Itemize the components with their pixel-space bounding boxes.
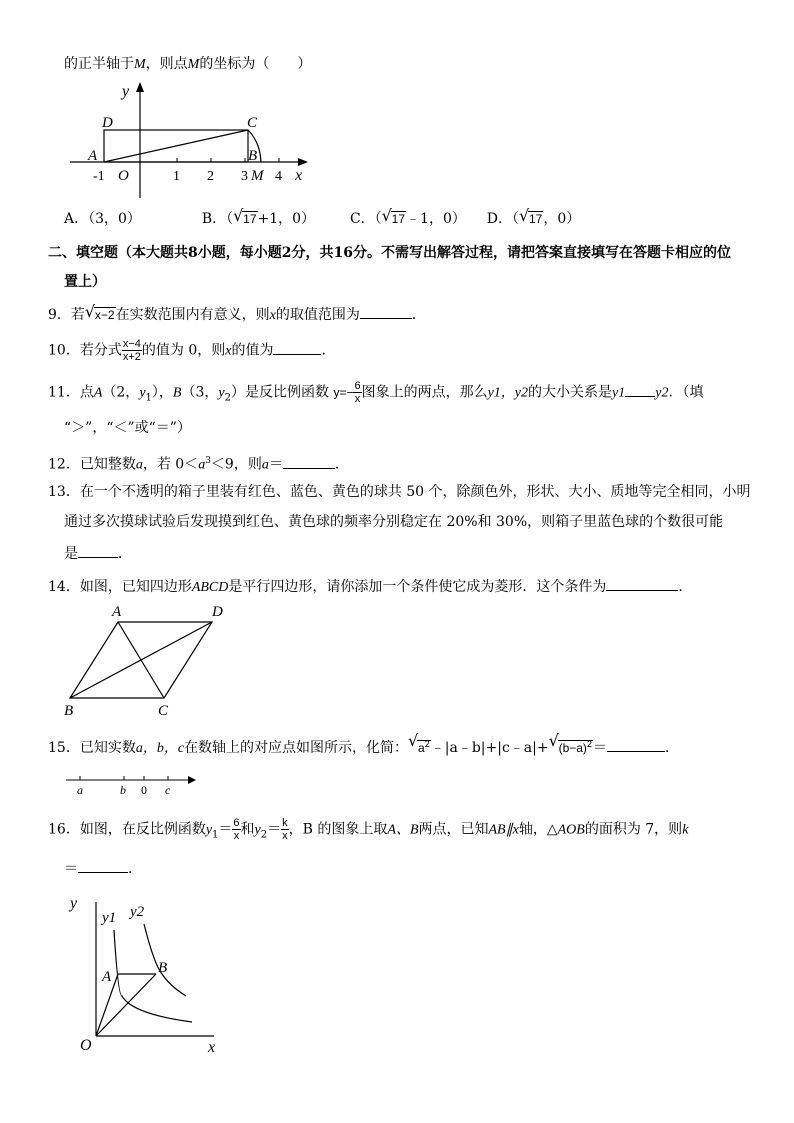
answer-blank-13[interactable]	[78, 543, 118, 558]
x-axis-arrow	[298, 158, 308, 166]
diagonal-bd	[70, 622, 212, 698]
label-y1: y1	[102, 910, 117, 926]
question-12: 12．已知整数a，若 $0<a^3<9$，则a＝ ．	[48, 451, 349, 476]
vertex-a: A	[112, 604, 122, 620]
point-a: a	[77, 783, 83, 797]
option-a[interactable]: A．（3，0）	[64, 211, 141, 227]
question-9: 9．若 √ x−2在实数范围内有意义，则x的取值范围为 ．	[48, 302, 426, 323]
vertex-d: D	[212, 604, 223, 620]
answer-blank-11[interactable]	[625, 382, 655, 397]
tick-neg1: -1	[93, 169, 105, 184]
parallelogram-figure	[60, 600, 240, 720]
label-a: A	[102, 969, 112, 985]
answer-blank-15[interactable]	[607, 737, 665, 752]
question-11-cont: “＞”，“＜”或“＝”）	[64, 420, 191, 436]
label-b: B	[248, 148, 258, 164]
label-x: x	[295, 167, 303, 184]
label-y: y	[122, 83, 130, 100]
question-11: 11．点A（2，$y_1$），B（3，$y_2$）是反比例函数 y=− $\frac{6}{x}$ 图象上的两点，那么y1，y2的大小关系是y1 y2．（填	[48, 380, 704, 405]
question-13-cont: 通过多次摸球试验后发现摸到红色、黄色球的频率分别稳定在 20%和 30%，则箱子里蓝色球的个数很可能	[64, 514, 724, 530]
tick-2: 2	[207, 169, 214, 184]
option-c[interactable]: C．（ √ 17﹣1，0）	[349, 206, 466, 227]
label-m: M	[251, 168, 264, 184]
label-o: O	[80, 1037, 92, 1054]
label-y2: y2	[130, 904, 145, 920]
answer-blank-12[interactable]	[283, 454, 335, 469]
y-axis-arrow	[136, 82, 144, 92]
vertex-c: C	[158, 703, 169, 719]
label-b: B	[158, 960, 168, 976]
question-14: 14．如图，已知四边形ABCD是平行四边形，请你添加一个条件使它成为菱形．这个条件为 ．	[48, 576, 692, 598]
tick-3: 3	[241, 169, 248, 184]
label-origin: O	[118, 168, 129, 184]
answer-blank-16[interactable]	[78, 858, 128, 873]
question-16: 16．如图，在反比例函数$y_1=$ $\frac{6}{x}$ 和$y_2=$ $\frac{k}{x}$ ，B 的图象上取A、B两点，已知AB∥x轴，△AOB的面积为 7，则k	[48, 817, 689, 842]
answer-blank-10[interactable]	[273, 340, 321, 355]
q8-stem: 的正半轴于M，则点M的坐标为（ ）	[64, 56, 312, 72]
answer-blank-14[interactable]	[606, 576, 678, 591]
label-x: x	[208, 1039, 216, 1056]
question-13: 13．在一个不透明的箱子里装有红色、蓝色、黄色的球共 50 个，除颜色外，形状、大小、质地等完全相同，小明	[48, 484, 751, 500]
vertex-b: B	[64, 703, 74, 719]
number-line	[64, 770, 204, 798]
point-zero: 0	[141, 783, 147, 797]
label-a: A	[88, 148, 98, 164]
option-b[interactable]: B．（ √ 17+1，0）	[201, 206, 316, 227]
question-16-cont: ＝ ．	[64, 858, 142, 879]
question-15: 15．已知实数a，b，c在数轴上的对应点如图所示，化简： √ $a^2﹣|a﹣b|+|c﹣a|+$ √ $(b-a)^2=$ ．	[48, 731, 679, 756]
curve-y1	[114, 930, 192, 1022]
q8-coordinate-figure	[68, 80, 318, 205]
answer-blank-9[interactable]	[360, 304, 412, 319]
point-b: b	[120, 783, 126, 797]
label-c: C	[247, 115, 258, 131]
tick-4: 4	[275, 169, 282, 184]
diagonal-ac	[104, 130, 248, 162]
hyperbola-figure	[62, 886, 232, 1056]
option-d[interactable]: D．（ √ 17，0）	[486, 206, 581, 227]
point-c: c	[165, 783, 171, 797]
section-heading: 二、填空题（本大题共8小题，每小题2分，共16分。不需写出解答过程，请把答案直接填写在答题卡相应的位	[48, 245, 731, 261]
q8-options	[64, 206, 581, 229]
question-13-end: 是 ．	[64, 543, 132, 564]
section-heading-cont: 置上）	[64, 274, 106, 290]
label-d: D	[102, 115, 113, 131]
tick-1: 1	[173, 169, 180, 184]
question-10: 10．若分式 $\frac{x-4}{x+2}$ 的值为 0，则x的值为 ．	[48, 338, 336, 363]
label-y: y	[70, 895, 78, 912]
